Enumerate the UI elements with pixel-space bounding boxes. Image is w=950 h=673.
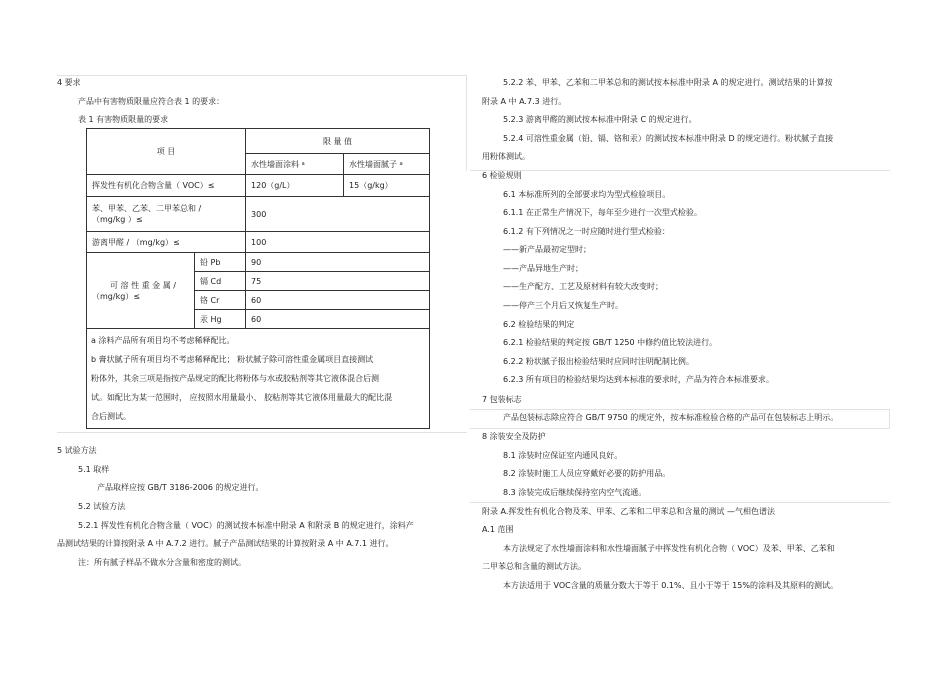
appendix-a-1-line3: 本方法适用于 VOC含量的质量分数大于等于 0.1%、且小于等于 15%的涂料及其原料的测试。 xyxy=(503,581,838,590)
section-6-item-4: ——停产三个月后又恢复生产时。 xyxy=(503,301,623,310)
hcho-value: 100 xyxy=(246,232,430,253)
appendix-a-1-line2: 二甲苯总和含量的测试方法。 xyxy=(482,562,586,571)
metal-label: 可 溶 性 重 金 属 / （mg/kg）≤ xyxy=(87,253,195,329)
section-5-2-1-line1: 5.2.1 挥发性有机化合物含量（ VOC）的测试按本标准中附录 A 和附录 B 的规定进行，涂料产 xyxy=(78,521,414,530)
section-4-intro: 产品中有害物质限量应符合表 1 的要求： xyxy=(78,97,225,106)
btx-value: 300 xyxy=(246,197,430,232)
note-b-line3: 试。如配比为某一范围时， 应按照水用量最小、 胶粘剂等其它液体用量最大的配比混 xyxy=(91,393,393,402)
section-8-1: 8.1 涂装时应保证室内通风良好。 xyxy=(503,451,623,460)
pb-value: 90 xyxy=(246,253,430,272)
section-6-2-1: 6.2.1 检验结果的判定按 GB/T 1250 中修约值比较法进行。 xyxy=(503,338,718,347)
section-5-2-3: 5.2.3 游离甲醛的测试按本标准中附录 C 的规定进行。 xyxy=(503,115,697,124)
cd-label: 镉 Cd xyxy=(195,272,246,291)
divider-line xyxy=(57,432,467,433)
section-5-2-4-line1: 5.2.4 可溶性重金属（铅、镉、铬和汞）的测试按本标准中附录 D 的规定进行。粉状腻子直接 xyxy=(503,134,834,143)
appendix-a-1: A.1 范围 xyxy=(482,525,514,534)
section-5-2: 5.2 试验方法 xyxy=(78,502,126,511)
section-6-2: 6.2 检验结果的判定 xyxy=(503,320,575,329)
section-5-1-text: 产品取样应按 GB/T 3186-2006 的规定进行。 xyxy=(97,483,264,492)
section-7-heading: 7 包装标志 xyxy=(482,395,522,404)
section-5-1: 5.1 取样 xyxy=(78,465,110,474)
note-b-line1: b 膏状腻子所有项目均不考虑稀释配比； 粉状腻子除可溶性重金属项目直接测试 xyxy=(91,355,374,364)
cr-label: 铬 Cr xyxy=(195,291,246,310)
section-6-1: 6.1 本标准所列的全部要求均为型式检验项目。 xyxy=(503,190,671,199)
table-row xyxy=(87,232,430,253)
divider-line xyxy=(57,75,467,76)
hcho-label: 游离甲醛 / （mg/kg）≤ xyxy=(87,232,246,253)
divider-line xyxy=(470,409,890,410)
table-row xyxy=(87,197,430,232)
section-6-item-2: ——产品异地生产时； xyxy=(503,264,583,273)
note-a: a 涂料产品所有项目均不考虑稀释配比。 xyxy=(91,336,235,345)
section-6-2-3: 6.2.3 所有项目的检验结果均达到本标准的要求时，产品为符合本标准要求。 xyxy=(503,375,774,384)
header-paint: 水性墙面涂料 $^a$ xyxy=(246,154,344,175)
appendix-a-1-line1: 本方法规定了水性墙面涂料和水性墙面腻子中挥发性有机化合物（ VOC）及苯、甲苯、乙苯和 xyxy=(503,544,835,553)
table-notes xyxy=(87,329,430,429)
section-5-2-2-line1: 5.2.2 苯、甲苯、乙苯和二甲苯总和的测试按本标准中附录 A 的规定进行。测试结果的计算按 xyxy=(503,78,833,87)
note-b-line2: 粉体外，其余三项是指按产品规定的配比将粉体与水或胶粘剂等其它液体混合后测 xyxy=(91,374,379,383)
cr-value: 60 xyxy=(246,291,430,310)
section-6-item-1: ——新产品最初定型时； xyxy=(503,245,591,254)
hazard-limit-table xyxy=(86,128,430,429)
voc-label: 挥发性有机化合物含量（ VOC）≤ xyxy=(87,175,246,197)
section-6-item-3: ——生产配方、工艺及原材料有较大改变时； xyxy=(503,282,663,291)
cd-value: 75 xyxy=(246,272,430,291)
pb-label: 铅 Pb xyxy=(195,253,246,272)
header-item: 项 目 xyxy=(87,129,246,175)
section-8-2: 8.2 涂装时施工人员应穿戴好必要的防护用品。 xyxy=(503,469,671,478)
section-5-2-2-line2: 附录 A 中 A.7.3 进行。 xyxy=(482,97,567,106)
section-6-2-2: 6.2.2 粉状腻子报出检验结果时应同时注明配制比例。 xyxy=(503,357,694,366)
section-4-heading: 4 要求 xyxy=(57,78,81,87)
hg-label: 汞 Hg xyxy=(195,310,246,329)
divider-line xyxy=(889,409,890,428)
table-row xyxy=(87,175,430,197)
voc-paint-value: 120（g/L） xyxy=(246,175,344,197)
table-title: 表 1 有害物质限量的要求 xyxy=(78,115,169,124)
section-5-heading: 5 试验方法 xyxy=(57,446,97,455)
section-6-1-1: 6.1.1 在正常生产情况下，每年至少进行一次型式检验。 xyxy=(503,208,702,217)
section-7-text: 产品包装标志除应符合 GB/T 9750 的规定外，按本标准检验合格的产品可在包装标志上明示。 xyxy=(503,413,839,422)
section-6-heading: 6 检验规则 xyxy=(482,171,522,180)
voc-putty-value: 15（g/kg） xyxy=(344,175,430,197)
divider-line xyxy=(466,75,467,171)
table-row xyxy=(87,253,430,272)
note-b-line4: 合后测试。 xyxy=(91,412,131,421)
appendix-a-title: 附录 A.挥发性有机化合物及苯、甲苯、乙苯和二甲苯总和含量的测试 —气相色谱法 xyxy=(482,507,775,516)
section-8-heading: 8 涂装安全及防护 xyxy=(482,432,546,441)
section-5-2-1-line2: 品测试结果的计算按附录 A 中 A.7.2 进行。腻子产品测试结果的计算按附录 A 中 A.7.1 进行。 xyxy=(57,539,394,548)
divider-line xyxy=(470,170,890,171)
header-limit: 限 量 值 xyxy=(246,129,430,154)
divider-line xyxy=(470,502,890,503)
header-putty: 水性墙面腻子 $^a$ xyxy=(344,154,430,175)
btx-label: 苯、甲苯、乙苯、二甲苯总和 / （mg/kg ）≤ xyxy=(87,197,246,232)
section-5-2-4-line2: 用粉体测试。 xyxy=(482,152,530,161)
section-8-3: 8.3 涂装完成后继续保持室内空气流通。 xyxy=(503,488,647,497)
divider-line xyxy=(470,428,890,429)
section-6-1-2: 6.1.2 有下列情况之一时应随时进行型式检验： xyxy=(503,227,670,236)
section-5-note: 注：所有腻子样品不做水分含量和密度的测试。 xyxy=(78,558,246,567)
hg-value: 60 xyxy=(246,310,430,329)
